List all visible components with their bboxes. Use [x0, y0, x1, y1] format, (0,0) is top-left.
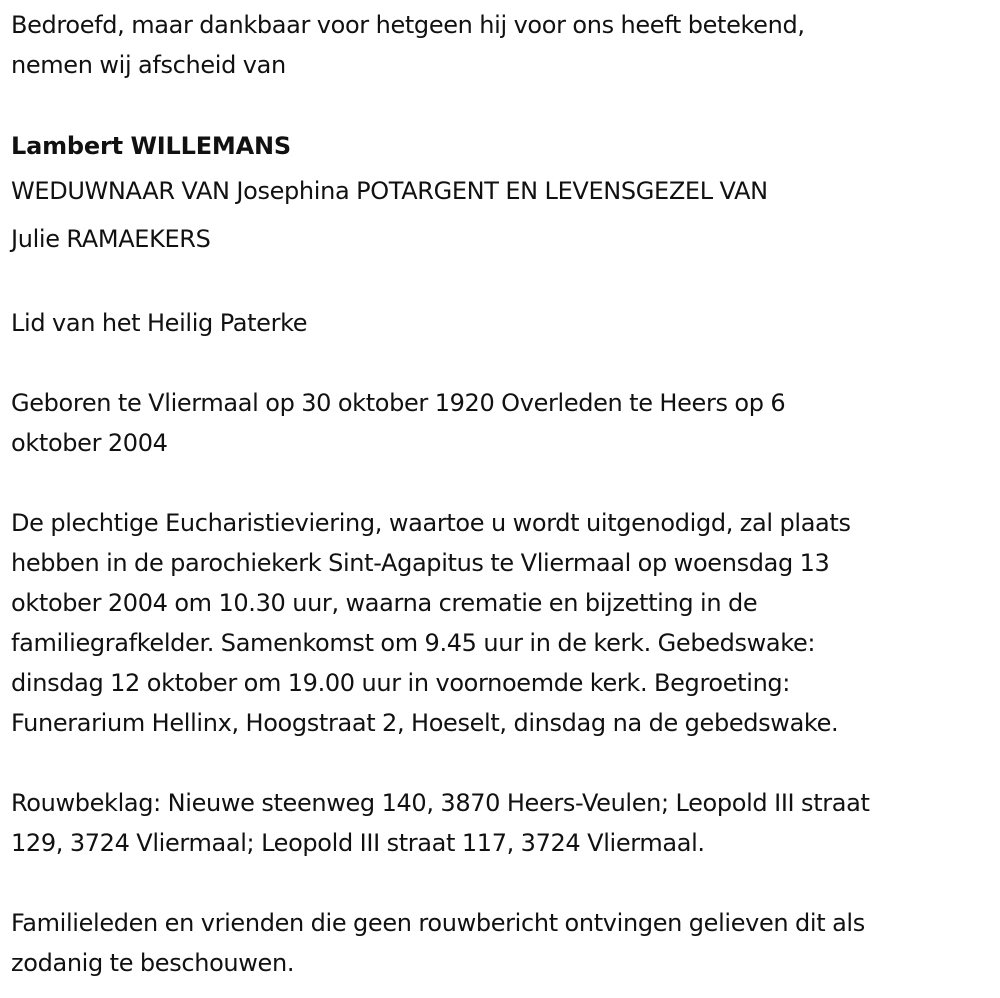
ceremony-line-6: Funerarium Hellinx, Hoogstraat 2, Hoeselt, dinsdag na de gebedswake.: [11, 709, 839, 737]
closing-line-2: zodanig te beschouwen.: [11, 949, 295, 977]
condolences-paragraph: [11, 783, 996, 863]
ceremony-line-3: oktober 2004 om 10.30 uur, waarna crematie en bijzetting in de: [11, 589, 758, 617]
intro-paragraph: [11, 5, 996, 85]
ceremony-line-4: familiegrafkelder. Samenkomst om 9.45 uur in de kerk. Gebedswake:: [11, 629, 816, 657]
ceremony-line-2: hebben in de parochiekerk Sint-Agapitus te Vliermaal op woensdag 13: [11, 549, 830, 577]
relation-line-2: Julie RAMAEKERS: [11, 225, 211, 253]
closing-line-1: Familieleden en vrienden die geen rouwbericht ontvingen gelieven dit als: [11, 909, 865, 937]
closing-paragraph: [11, 903, 996, 983]
condolences-line-2: 129, 3724 Vliermaal; Leopold III straat 117, 3724 Vliermaal.: [11, 829, 705, 857]
relation-paragraph: [11, 167, 996, 263]
deceased-name: Lambert WILLEMANS: [11, 132, 291, 160]
birth-death-line-2: oktober 2004: [11, 429, 168, 457]
ceremony-line-1: De plechtige Eucharistieviering, waartoe u wordt uitgenodigd, zal plaats: [11, 509, 851, 537]
birth-death-paragraph: [11, 383, 996, 463]
ceremony-paragraph: [11, 503, 996, 743]
birth-death-line-1: Geboren te Vliermaal op 30 oktober 1920 Overleden te Heers op 6: [11, 389, 786, 417]
membership-text: Lid van het Heilig Paterke: [11, 309, 308, 337]
intro-line-2: nemen wij afscheid van: [11, 51, 286, 79]
death-notice: [11, 5, 996, 983]
ceremony-line-5: dinsdag 12 oktober om 19.00 uur in voornoemde kerk. Begroeting:: [11, 669, 791, 697]
relation-line-1: WEDUWNAAR VAN Josephina POTARGENT EN LEVENSGEZEL VAN: [11, 177, 768, 205]
intro-line-1: Bedroefd, maar dankbaar voor hetgeen hij voor ons heeft betekend,: [11, 11, 805, 39]
condolences-line-1: Rouwbeklag: Nieuwe steenweg 140, 3870 Heers-Veulen; Leopold III straat: [11, 789, 870, 817]
